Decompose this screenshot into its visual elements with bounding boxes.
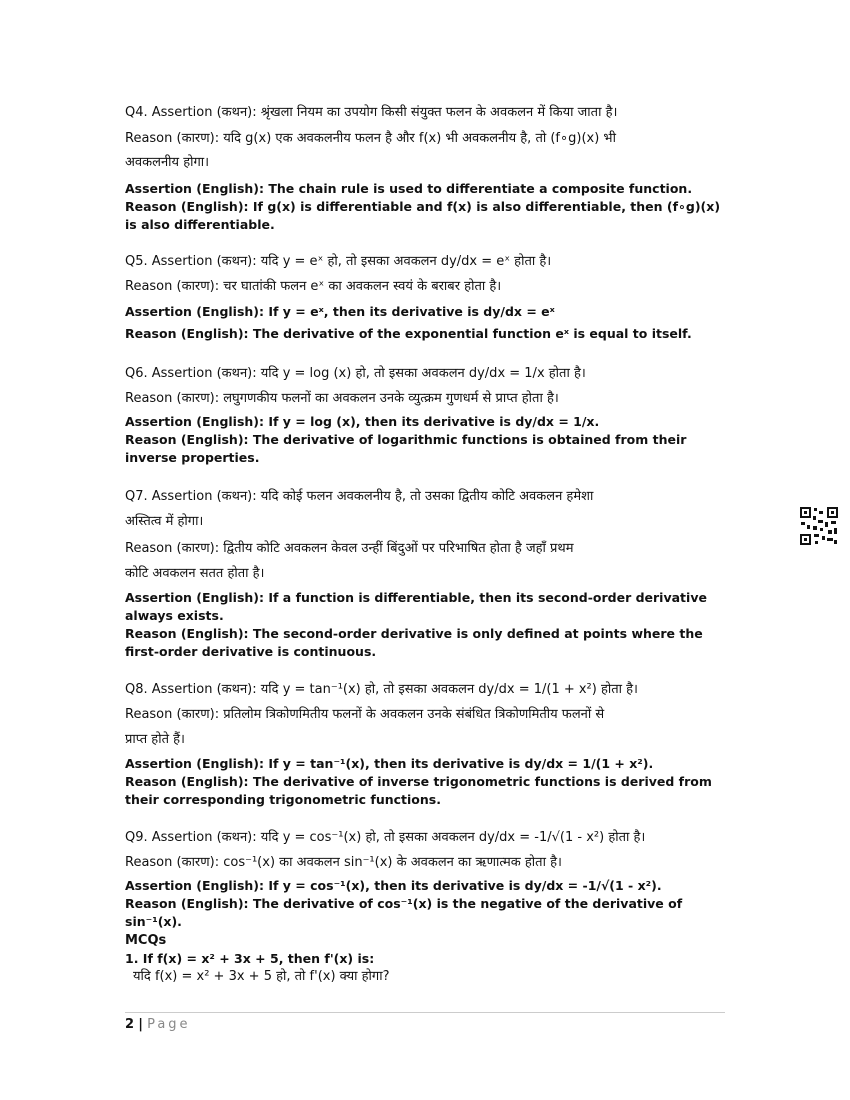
- question-q7: [125, 488, 725, 661]
- q6-assertion-hindi: Q6. Assertion (कथन): यदि y = log (x) हो, तो इसका अवकलन dy/dx = 1/x होता है।: [125, 366, 586, 381]
- q7-assertion-hindi-cont: अस्तित्व में होगा।: [125, 514, 204, 529]
- q4-assertion-hindi: Q4. Assertion (कथन): श्रृंखला नियम का उपयोग किसी संयुक्त फलन के अवकलन में किया जाता है।: [125, 105, 618, 120]
- q4-assertion-english: Assertion (English): The chain rule is used to differentiate a composite function.: [125, 181, 693, 196]
- question-q4: [125, 104, 725, 234]
- q5-assertion-english: Assertion (English): If y = eˣ, then its derivative is dy/dx = eˣ: [125, 304, 555, 319]
- q9-assertion-english: Assertion (English): If y = cos⁻¹(x), then its derivative is dy/dx = -1/√(1 - x²).: [125, 878, 662, 893]
- q7-reason-hindi-cont: कोटि अवकलन सतत होता है।: [125, 566, 265, 581]
- q6-reason-hindi: Reason (कारण): लघुगणकीय फलनों का अवकलन उनके व्युत्क्रम गुणधर्म से प्राप्त होता है।: [125, 391, 559, 406]
- page-number: 2: [125, 1017, 135, 1032]
- q8-reason-english: Reason (English): The derivative of inverse trigonometric functions is derived from their corresponding trigonometric functions.: [125, 774, 712, 807]
- question-q9: [125, 829, 725, 931]
- q8-reason-hindi-cont: प्राप्त होते हैं।: [125, 732, 185, 747]
- q5-reason-hindi: Reason (कारण): चर घातांकी फलन eˣ का अवकलन स्वयं के बराबर होता है।: [125, 279, 502, 294]
- q5-reason-english: Reason (English): The derivative of the exponential function eˣ is equal to itself.: [125, 326, 692, 341]
- q8-assertion-english: Assertion (English): If y = tan⁻¹(x), then its derivative is dy/dx = 1/(1 + x²).: [125, 756, 654, 771]
- question-q8: [125, 681, 725, 809]
- q7-reason-english: Reason (English): The second-order derivative is only defined at points where the first-order derivative is continuous.: [125, 626, 703, 659]
- mcq-q1-english: 1. If f(x) = x² + 3x + 5, then f'(x) is:: [125, 951, 375, 966]
- q8-assertion-hindi: Q8. Assertion (कथन): यदि y = tan⁻¹(x) हो, तो इसका अवकलन dy/dx = 1/(1 + x²) होता है।: [125, 682, 638, 697]
- q4-reason-hindi-cont: अवकलनीय होगा।: [125, 155, 210, 170]
- footer-separator: |: [138, 1017, 143, 1032]
- question-q5: [125, 253, 725, 343]
- q7-assertion-hindi: Q7. Assertion (कथन): यदि कोई फलन अवकलनीय है, तो उसका द्वितीय कोटि अवकलन हमेशा: [125, 489, 594, 504]
- q7-assertion-english: Assertion (English): If a function is differentiable, then its second-order derivative always exists.: [125, 590, 707, 623]
- q4-reason-english: Reason (English): If g(x) is differentiable and f(x) is also differentiable, then (f∘g)(x) is also differentiable.: [125, 199, 721, 232]
- q7-reason-hindi: Reason (कारण): द्वितीय कोटि अवकलन केवल उन्हीं बिंदुओं पर परिभाषित होता है जहाँ प्रथम: [125, 541, 574, 556]
- q5-assertion-hindi: Q5. Assertion (कथन): यदि y = eˣ हो, तो इसका अवकलन dy/dx = eˣ होता है।: [125, 254, 552, 269]
- page-footer: [125, 1012, 725, 1032]
- mcq-q1-hindi: यदि f(x) = x² + 3x + 5 हो, तो f'(x) क्या होगा?: [133, 969, 390, 984]
- q4-reason-hindi: Reason (कारण): यदि g(x) एक अवकलनीय फलन है और f(x) भी अवकलनीय है, तो (f∘g)(x) भी: [125, 131, 616, 146]
- question-q6: [125, 365, 725, 467]
- q6-reason-english: Reason (English): The derivative of logarithmic functions is obtained from their inverse properties.: [125, 432, 687, 465]
- q9-reason-english: Reason (English): The derivative of cos⁻¹(x) is the negative of the derivative of sin⁻¹(x).: [125, 896, 683, 929]
- page-word: Page: [147, 1017, 191, 1032]
- q8-reason-hindi: Reason (कारण): प्रतिलोम त्रिकोणमितीय फलनों के अवकलन उनके संबंधित त्रिकोणमितीय फलनों से: [125, 707, 605, 722]
- q6-assertion-english: Assertion (English): If y = log (x), then its derivative is dy/dx = 1/x.: [125, 414, 600, 429]
- mcq-section: [125, 932, 725, 986]
- q9-assertion-hindi: Q9. Assertion (कथन): यदि y = cos⁻¹(x) हो, तो इसका अवकलन dy/dx = -1/√(1 - x²) होता है।: [125, 830, 646, 845]
- qr-code-icon: [799, 506, 839, 546]
- q9-reason-hindi: Reason (कारण): cos⁻¹(x) का अवकलन sin⁻¹(x) के अवकलन का ऋणात्मक होता है।: [125, 855, 562, 870]
- mcq-heading: MCQs: [125, 933, 167, 948]
